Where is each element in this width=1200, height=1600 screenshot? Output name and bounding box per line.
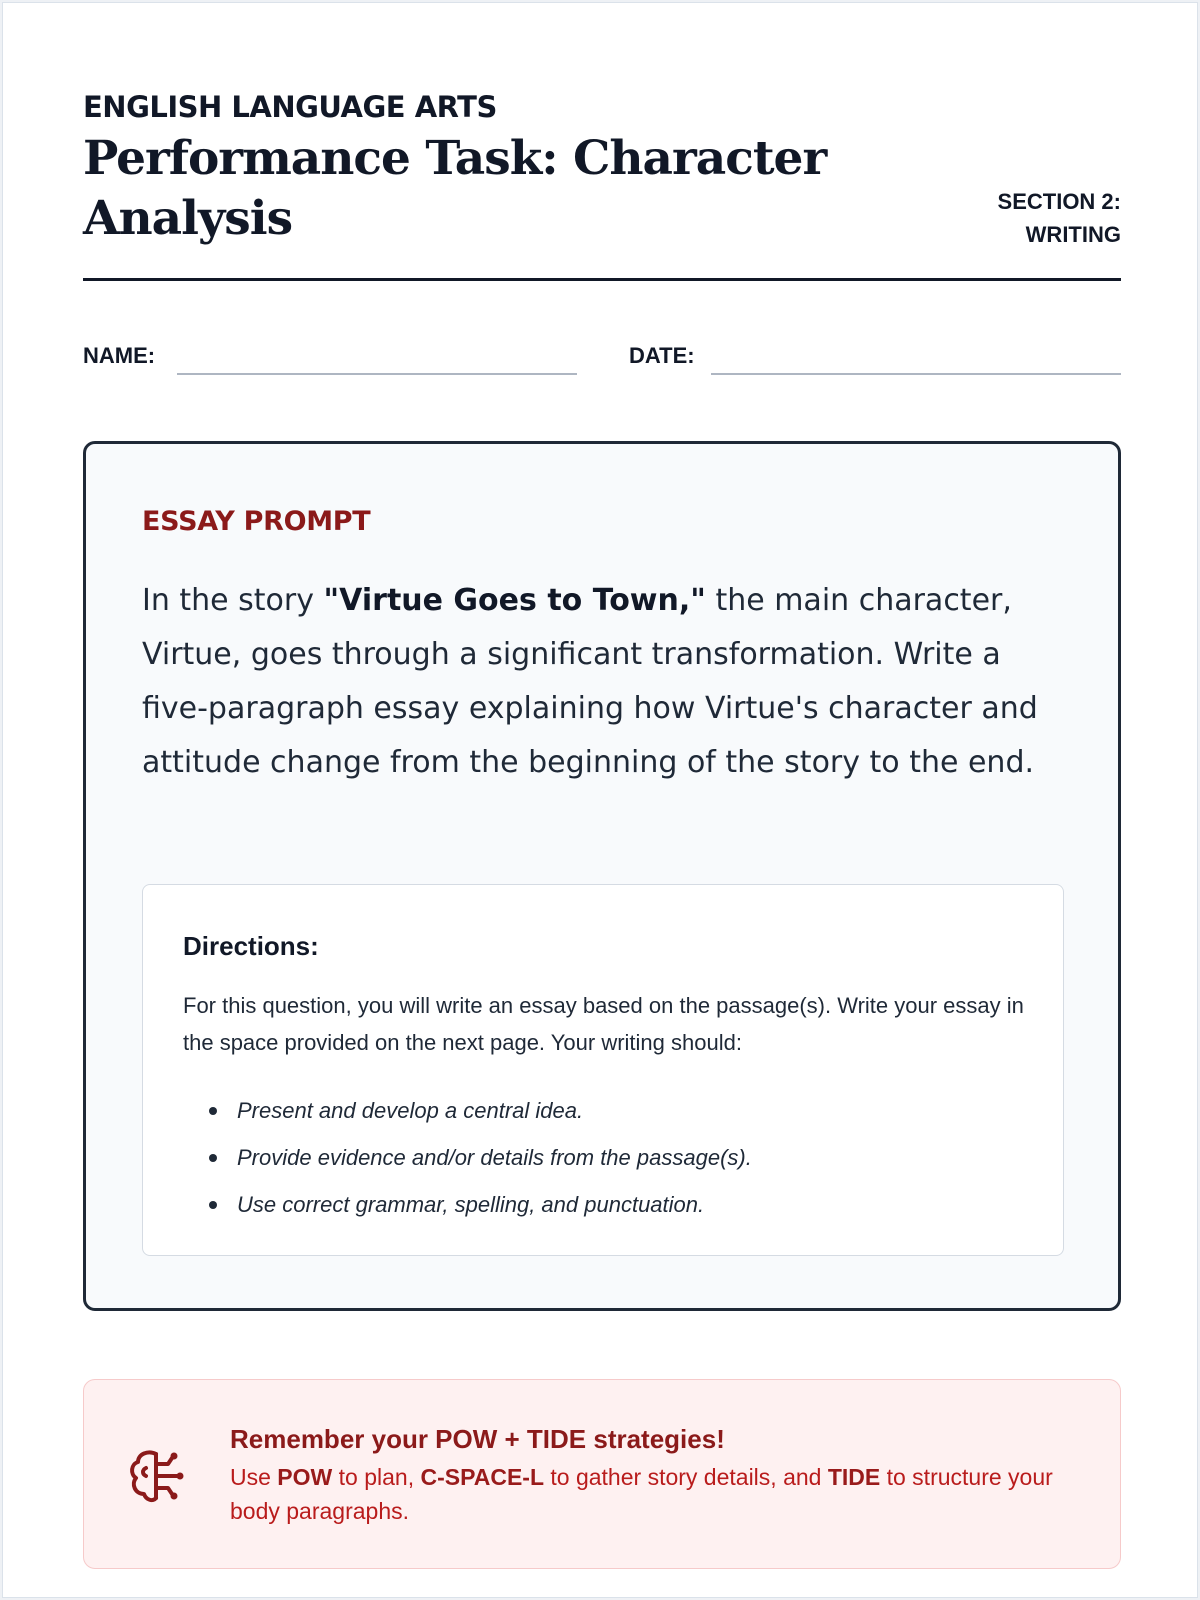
worksheet-page [2, 2, 1198, 1598]
reminder-text-part: to plan, [332, 1464, 421, 1490]
brain-icon [126, 1446, 186, 1506]
subject-label: ENGLISH LANGUAGE ARTS [83, 90, 497, 124]
name-label: NAME: [83, 343, 156, 368]
student-info-fields [83, 333, 1121, 375]
essay-prompt-box [83, 441, 1121, 1311]
page-header [83, 89, 1121, 281]
section-number: SECTION 2: [997, 189, 1121, 214]
reminder-text-part: Use [230, 1464, 278, 1490]
reminder-text-part: to gather story details, and [544, 1464, 828, 1490]
prompt-text-rest: the main character, Virtue, goes through a significant transformation. Write a five-paragraph essay explaining how Virtue's character and attitude change from the beginning of the story to the end. [142, 583, 1038, 780]
section-label [951, 185, 1121, 251]
list-item [183, 1087, 1043, 1134]
bullet-icon [209, 1107, 217, 1115]
strategy-tide: TIDE [827, 1464, 881, 1490]
section-name: WRITING [1025, 222, 1121, 247]
directions-list [183, 1087, 1043, 1228]
name-field-line[interactable] [177, 373, 577, 375]
story-title: "Virtue Goes to Town," [323, 583, 706, 618]
reminder-heading: Remember your POW + TIDE strategies! [230, 1424, 725, 1454]
list-item [183, 1134, 1043, 1181]
list-item [183, 1181, 1043, 1228]
list-item-text: Use correct grammar, spelling, and punctuation. [237, 1192, 705, 1217]
reminder-text-part: to structure your body paragraphs. [230, 1464, 1053, 1524]
essay-prompt-heading: ESSAY PROMPT [142, 506, 371, 537]
strategy-pow: POW [277, 1464, 333, 1490]
directions-heading: Directions: [183, 931, 319, 961]
bullet-icon [209, 1201, 217, 1209]
bullet-icon [209, 1154, 217, 1162]
list-item-text: Present and develop a central idea. [237, 1098, 584, 1123]
directions-box [142, 884, 1064, 1256]
date-field-line[interactable] [711, 373, 1121, 375]
list-item-text: Provide evidence and/or details from the passage(s). [237, 1145, 752, 1170]
directions-text: For this question, you will write an essay based on the passage(s). Write your essay in the space provided on the next page. Your writing should: [183, 993, 1024, 1055]
strategy-reminder-box [83, 1379, 1121, 1569]
essay-prompt-text [142, 574, 1072, 790]
strategy-cspacel: C-SPACE-L [420, 1464, 544, 1490]
reminder-text [230, 1460, 1090, 1528]
prompt-text-start: In the story [142, 583, 324, 618]
page-title: Performance Task: Character Analysis [83, 131, 827, 246]
date-label: DATE: [629, 343, 695, 368]
